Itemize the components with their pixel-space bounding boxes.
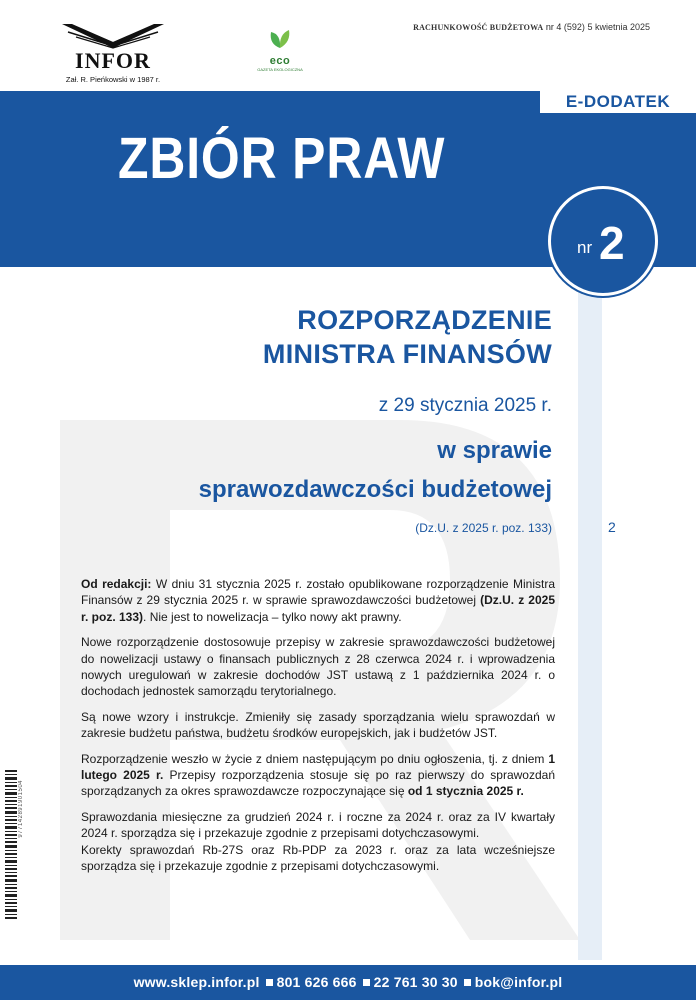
separator-square-icon (266, 979, 273, 986)
issue-sequence: (592) (563, 22, 585, 32)
eco-logo-small: GAZETA EKOLOGICZNA (257, 67, 303, 72)
paragraph-5: Sprawozdania miesięczne za grudzień 2024 r. i roczne za 2024 r. oraz za IV kwartały 2024 r. sporządza się i przekazuje zgodnie z przepisami dotychczasowymi. (81, 809, 555, 841)
band-title: ZBIÓR PRAW (118, 126, 446, 191)
issue-publication: RACHUNKOWOŚĆ BUDŻETOWA (413, 23, 544, 32)
paragraph-3: Są nowe wzory i instrukcje. Zmieniły się zasady sporządzania wielu sprawozdań w zakresie budżetu państwa, budżetu środków europejskich, jak i budżetów JST. (81, 709, 555, 741)
paragraph-2: Nowe rozporządzenie dostosowuje przepisy w zakresie sprawozdawczości budżetowej do nowelizacji ustawy o finansach publicznych z 28 czerwca 2024 r. i wprowadzenia nowych uregulowań w zakresie dochodów JST ustawą z 1 października 2024 r. o dochodach jednostek samorządu terytorialnego. (81, 635, 555, 699)
barcode-graphic (5, 770, 17, 920)
paragraph-1: Od redakcji: W dniu 31 stycznia 2025 r. zostało opublikowane rozporządzenie Ministra Finansów z 29 stycznia 2025 r. w sprawie sprawozdawczości budżetowej (Dz.U. z 2025 r. poz. 133). Nie jest to nowelizacja – tylko nowy akt prawny. (81, 577, 555, 624)
infor-logo-text: INFOR (75, 48, 151, 73)
side-accent-bar (578, 250, 602, 960)
barcode-number: 977142891901504 (18, 780, 24, 838)
phone-2[interactable]: 22 761 30 30 (373, 974, 458, 990)
infor-tagline: Zał. R. Pieńkowski w 1987 r. (65, 75, 161, 84)
separator-square-icon (363, 979, 370, 986)
eco-logo-text: eco (269, 55, 291, 67)
supplement-label: E-DODATEK (540, 91, 696, 113)
document-reference: (Dz.U. z 2025 r. poz. 133) (415, 521, 552, 535)
application-date: od 1 stycznia 2025 r. (407, 784, 524, 799)
phone-1[interactable]: 801 626 666 (276, 974, 357, 990)
editorial-lead: Od redakcji: (81, 577, 152, 591)
contact-footer (0, 965, 696, 1000)
heading-line-2: MINISTRA FINANSÓW (262, 339, 552, 369)
paragraph-6: Korekty sprawozdań Rb-27S oraz Rb-PDP za 2023 r. oraz za lata wcześniejsze sporządza się i przekazuje zgodnie z przepisami dotychczasowymi. (81, 842, 555, 874)
paragraph-4: Rozporządzenie weszło w życie z dniem następującym po dniu ogłoszenia, tj. z dniem 1 lutego 2025 r. Przepisy rozporządzenia stosuje się po raz pierwszy do sprawozdań sporządzanych za okres sprawozdawcze rozpoczynające się od 1 stycznia 2025 r. (81, 751, 555, 799)
issue-date: 5 kwietnia 2025 (587, 22, 650, 32)
leaf-icon (265, 28, 295, 50)
email-link[interactable]: bok@infor.pl (474, 974, 563, 990)
separator-square-icon (464, 979, 471, 986)
heading-line-1: ROZPORZĄDZENIE (297, 305, 552, 335)
wings-icon (58, 22, 168, 50)
issue-badge (548, 186, 658, 296)
subject-line-2: sprawozdawczości budżetowej (198, 476, 552, 503)
page-number-link[interactable]: 2 (608, 519, 616, 535)
eco-logo (250, 28, 310, 72)
badge-prefix: nr (577, 238, 593, 257)
effective-date: 1 lutego 2025 r. (81, 751, 555, 783)
subject-line-1: w sprawie (437, 437, 552, 464)
issue-info (413, 22, 650, 32)
badge-number: 2 (599, 217, 625, 269)
legal-reference: (Dz.U. z 2025 r. poz. 133) (81, 593, 555, 624)
infor-logo (48, 22, 178, 84)
editorial-body (81, 576, 555, 884)
website-link[interactable]: www.sklep.infor.pl (133, 974, 260, 990)
document-date: z 29 stycznia 2025 r. (378, 395, 552, 416)
issue-number: nr 4 (545, 22, 562, 32)
